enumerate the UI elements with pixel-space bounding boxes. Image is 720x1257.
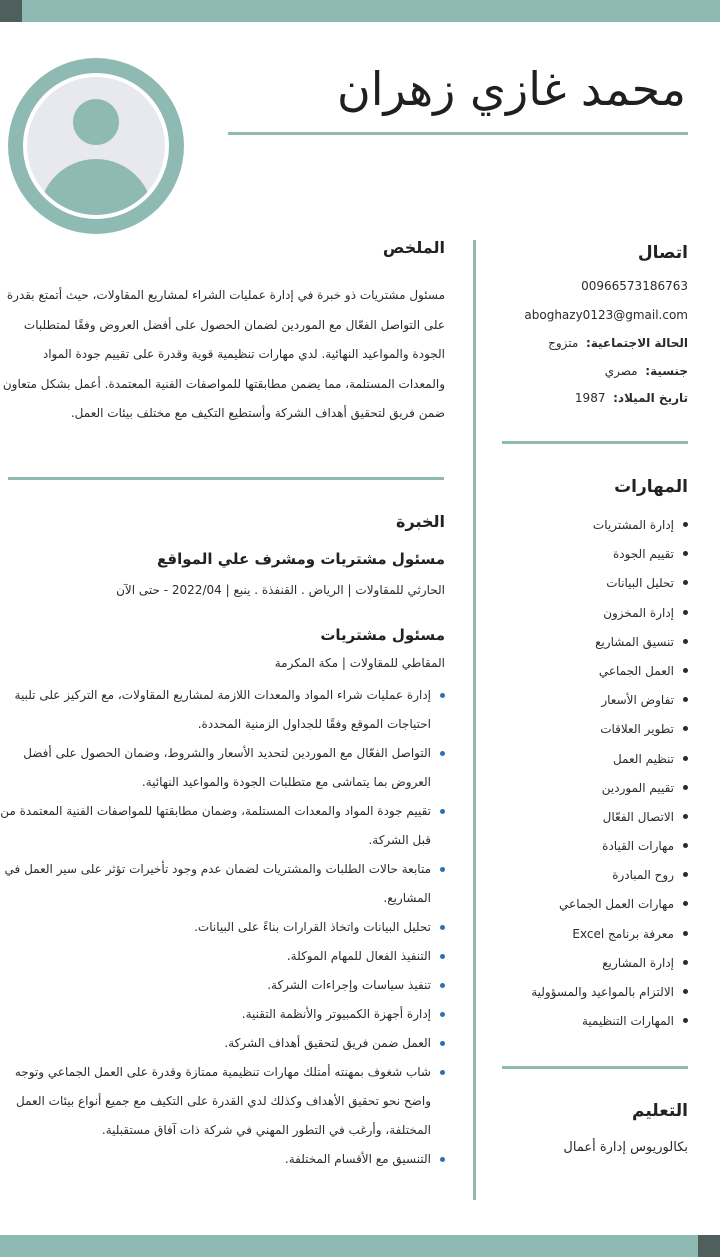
list-item: تحليل البيانات واتخاذ القرارات بناءً على البيانات.: [0, 913, 445, 942]
list-item: تقييم الموردين: [531, 778, 688, 807]
list-item: التواصل الفعّال مع الموردين لتحديد الأسعار والشروط، وضمان الحصول على أفضل العروض بما يتماشى مع متطلبات الجودة والمواعيد النهائية.: [0, 739, 445, 797]
top-accent-bar: [0, 0, 720, 22]
bottom-accent-bar: [0, 1235, 720, 1257]
bottom-accent-corner: [698, 1235, 720, 1257]
list-item: التنفيذ الفعال للمهام الموكلة.: [0, 942, 445, 971]
marital-status: [548, 336, 688, 350]
nationality: [605, 364, 688, 378]
job1-details: الحارثي للمقاولات | الرياض . القنفذة . ينبع | 2022/04 - حتى الآن: [116, 583, 445, 597]
job2-title: مسئول مشتريات: [320, 626, 445, 644]
list-item: إدارة أجهزة الكمبيوتر والأنظمة التقنية.: [0, 1000, 445, 1029]
contact-divider: [502, 441, 688, 444]
contact-heading: اتصال: [637, 243, 688, 263]
list-item: تحليل البيانات: [531, 573, 688, 602]
summary-heading: الملخص: [382, 238, 445, 257]
experience-heading: الخبرة: [396, 512, 445, 531]
list-item: المهارات التنظيمية: [531, 1011, 688, 1040]
list-item: معرفة برنامج Excel: [531, 924, 688, 953]
list-item: الاتصال الفعّال: [531, 807, 688, 836]
list-item: مهارات القيادة: [531, 836, 688, 865]
list-item: تنفيذ سياسات وإجراءات الشركة.: [0, 971, 445, 1000]
list-item: تقييم جودة المواد والمعدات المستلمة، وضمان مطابقتها للمواصفات الفنية المعتمدة من قبل الشركة.: [0, 797, 445, 855]
list-item: العمل ضمن فريق لتحقيق أهداف الشركة.: [0, 1029, 445, 1058]
summary-divider: [8, 477, 444, 480]
list-item: تنسيق المشاريع: [531, 632, 688, 661]
summary-text: مسئول مشتريات ذو خبرة في إدارة عمليات الشراء لمشاريع المقاولات، حيث أتمتع بقدرة على التواصل الفعّال مع الموردين لضمان الحصول على أفضل العروض وفقًا لمتطلبات الجودة والمواعيد النهائية. لدي مهارات تنظيمية قوية وقدرة على تقييم جودة المواد والمعدات المستلمة، مما يضمن مطابقتها للمواصفات الفنية المعتمدة. أعمل بشكل متعاون ضمن فريق لتحقيق أهداف الشركة وأستطيع التكيف مع مختلف بيئات العمل.: [2, 288, 445, 420]
list-item: روح المبادرة: [531, 865, 688, 894]
list-item: الالتزام بالمواعيد والمسؤولية: [531, 982, 688, 1011]
list-item: العمل الجماعي: [531, 661, 688, 690]
experience-bullets: [0, 681, 445, 1174]
top-accent-corner: [0, 0, 22, 22]
marital-value: متزوج: [548, 336, 579, 350]
list-item: إدارة المشاريع: [531, 953, 688, 982]
birth-date: [575, 391, 688, 405]
list-item: تطوير العلاقات: [531, 719, 688, 748]
title-divider: [228, 132, 688, 135]
avatar-shoulders: [39, 159, 153, 219]
birth-label: تاريخ الميلاد:: [613, 391, 688, 405]
email-address[interactable]: aboghazy0123@gmail.com: [524, 308, 688, 322]
list-item: شاب شغوف بمهنته أمتلك مهارات تنظيمية ممتازة وقدرة على العمل الجماعي وتوجه واضح نحو تحقيق الأهداف وكذلك لدي القدرة على التكيف مع جميع أنواع بيئات العمل المختلفة، وأرغب في التطور المهني في شركة ذات آفاق مستقبلية.: [0, 1058, 445, 1145]
education-degree: بكالوريوس إدارة أعمال: [563, 1140, 688, 1155]
list-item: مهارات العمل الجماعي: [531, 894, 688, 923]
list-item: إدارة المشتريات: [531, 515, 688, 544]
list-item: تنظيم العمل: [531, 749, 688, 778]
avatar-head: [73, 99, 119, 145]
list-item: إدارة عمليات شراء المواد والمعدات اللازمة لمشاريع المقاولات، مع التركيز على تلبية احتياجات الموقع وفقًا للجداول الزمنية المحددة.: [0, 681, 445, 739]
page-title: محمد غازي زهران: [336, 62, 686, 116]
skills-list: [531, 515, 688, 1040]
avatar: [8, 58, 184, 234]
skills-heading: المهارات: [614, 477, 688, 497]
list-item: إدارة المخزون: [531, 603, 688, 632]
education-heading: التعليم: [632, 1101, 688, 1121]
job2-details: المقاطي للمقاولات | مكة المكرمة: [274, 656, 445, 670]
list-item: التنسيق مع الأقسام المختلفة.: [0, 1145, 445, 1174]
birth-value: 1987: [574, 391, 606, 405]
marital-label: الحالة الاجتماعية:: [585, 336, 688, 350]
nationality-value: مصري: [604, 364, 638, 378]
avatar-ring: [23, 73, 169, 219]
column-divider: [473, 240, 476, 1200]
list-item: متابعة حالات الطلبات والمشتريات لضمان عدم وجود تأخيرات تؤثر على سير العمل في المشاريع.: [0, 855, 445, 913]
nationality-label: جنسية:: [645, 364, 688, 378]
job1-title: مسئول مشتريات ومشرف علي المواقع: [157, 550, 445, 568]
list-item: تفاوض الأسعار: [531, 690, 688, 719]
phone-number[interactable]: 00966573186763: [581, 279, 688, 293]
list-item: تقييم الجودة: [531, 544, 688, 573]
skills-divider: [502, 1066, 688, 1069]
